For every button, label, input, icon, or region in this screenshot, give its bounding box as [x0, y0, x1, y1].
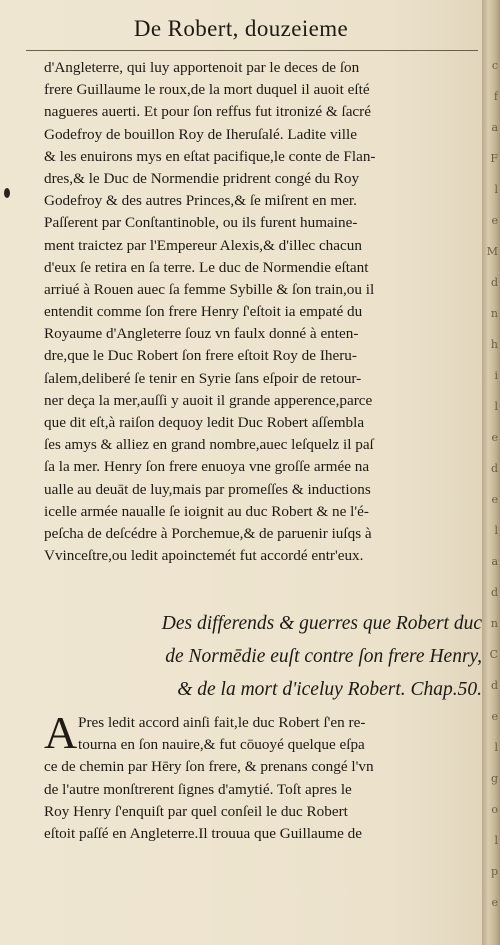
gutter-glyph: e — [491, 493, 498, 506]
text-line: Des differends & guerres que Robert duc — [161, 613, 482, 634]
gutter-glyph: l — [494, 741, 498, 754]
gutter-glyph: n — [490, 307, 498, 320]
text-line: que dit eſt,à raiſon dequoy ledit Duc Robert aſſembla — [44, 414, 365, 431]
text-line: de l'autre monſtrerent ſignes d'amytié. Toſt apres le — [44, 780, 352, 798]
text-line: nagueres auerti. Et pour ſon reffus fut itronizé & ſacré — [44, 103, 371, 121]
gutter-glyph: C — [489, 648, 498, 661]
gutter-glyph: l — [494, 183, 498, 196]
gutter-glyph: F — [490, 152, 498, 165]
drop-cap: A — [44, 707, 78, 758]
gutter-glyph: d — [490, 462, 498, 475]
text-line: ſes amys & alliez en grand nombre,auec leſquelz il paſ — [44, 436, 374, 454]
header-rule — [26, 50, 478, 51]
text-line: ner deça la mer,auſſi y auoit il grande apperence,parce — [44, 391, 373, 409]
text-line: Godefroy & des autres Princes,& ſe miſrent en mer. — [44, 192, 357, 210]
gutter-glyph: n — [490, 617, 498, 630]
text-line: Godefroy de bouillon Roy de Iheruſalé. Ladite ville — [44, 125, 357, 143]
text-line: ualle au deuāt de luy,mais par promeſſes & inductions — [44, 480, 371, 498]
text-line: dres,& le Duc de Normendie pridrent congé du Roy — [44, 169, 360, 187]
gutter-glyph: a — [491, 555, 498, 568]
text-line: ment traictez par l'Empereur Alexis,& d'illec chacun — [44, 236, 362, 254]
text-line: eſtoit paſſé en Angleterre.Il trouua que Guillaume de — [44, 824, 362, 842]
margin-ink-mark — [4, 188, 10, 198]
text-line: Paſſerent par Conſtantinoble, ou ils furent humaine- — [44, 214, 358, 232]
text-line: d'Angleterre, qui luy apportenoit par le deces de ſon — [44, 59, 360, 76]
gutter-glyph: o — [491, 803, 498, 816]
text-line: & de la mort d'iceluy Robert. Chap.50. — [177, 679, 482, 700]
gutter-glyph: d — [490, 276, 498, 289]
gutter-glyph: M — [486, 245, 498, 258]
text-line: arriué à Rouen auec ſa femme Sybille & ſon train,ou il — [44, 280, 375, 298]
text-line: entendit comme ſon frere Henry ſ'eſtoit ia empaté du — [44, 303, 363, 321]
gutter-glyph: h — [490, 338, 498, 351]
gutter-glyph: d — [490, 679, 498, 692]
gutter-glyph: c — [491, 59, 498, 72]
text-line: Vvinceſtre,ou ledit apoinctemét fut accordé entr'eux. — [44, 547, 364, 565]
text-line: Roy Henry ſ'enquiſt par quel conſeil le duc Robert — [44, 802, 348, 820]
gutter-glyph: f — [493, 90, 498, 103]
gutter-glyph: l — [494, 400, 498, 413]
chapter-heading — [86, 607, 482, 706]
gutter-glyph: l — [494, 524, 498, 537]
text-line: de Normēdie euſt contre ſon frere Henry, — [165, 646, 482, 667]
text-line: peſcha de deſcédre à Porchemue,& de paruenir iuſqs à — [44, 524, 372, 542]
gutter-glyph: l — [494, 834, 498, 847]
text-line: dre,que le Duc Robert ſon frere eſtoit Roy de Iheru- — [44, 347, 357, 365]
gutter-glyph: d — [490, 586, 498, 599]
gutter-glyph: p — [490, 865, 498, 878]
gutter-glyph: e — [491, 214, 498, 227]
gutter-glyph: a — [491, 121, 498, 134]
text-line: icelle armée naualle ſe ioignit au duc Robert & ne l'é- — [44, 502, 369, 520]
text-line: tourna en ſon nauire,& fut cōuoyé quelque eſpa — [78, 736, 365, 754]
gutter-glyph: i — [494, 369, 498, 382]
gutter-glyph: g — [490, 772, 498, 785]
gutter-glyph: e — [491, 431, 498, 444]
chapter-body — [44, 707, 480, 845]
running-head: De Robert, douzeieme — [133, 16, 349, 41]
text-line: Royaume d'Angleterre ſouz vn faulx donné à enten- — [44, 325, 359, 343]
body-text — [44, 57, 480, 567]
facing-page-gutter — [482, 0, 500, 945]
gutter-glyph: e — [491, 896, 498, 909]
text-line: ſa la mer. Henry ſon frere enuoya vne groſſe armée na — [44, 458, 370, 476]
text-line: frere Guillaume le roux,de la mort duquel il auoit eſté — [44, 81, 370, 99]
text-line: d'eux ſe retira en ſa terre. Le duc de Normendie eſtant — [44, 258, 369, 276]
text-line: & les enuirons mys en eſtat pacifique,le conte de Flan- — [44, 147, 376, 165]
text-line: Pres ledit accord ainſi fait,le duc Robert ſ'en re- — [78, 714, 366, 731]
gutter-glyph: e — [491, 710, 498, 723]
text-line: ce de chemin par Hēry ſon frere, & prenans congé l'vn — [44, 758, 374, 776]
text-line: ſalem,deliberé ſe tenir en Syrie ſans eſpoir de retour- — [44, 369, 362, 387]
